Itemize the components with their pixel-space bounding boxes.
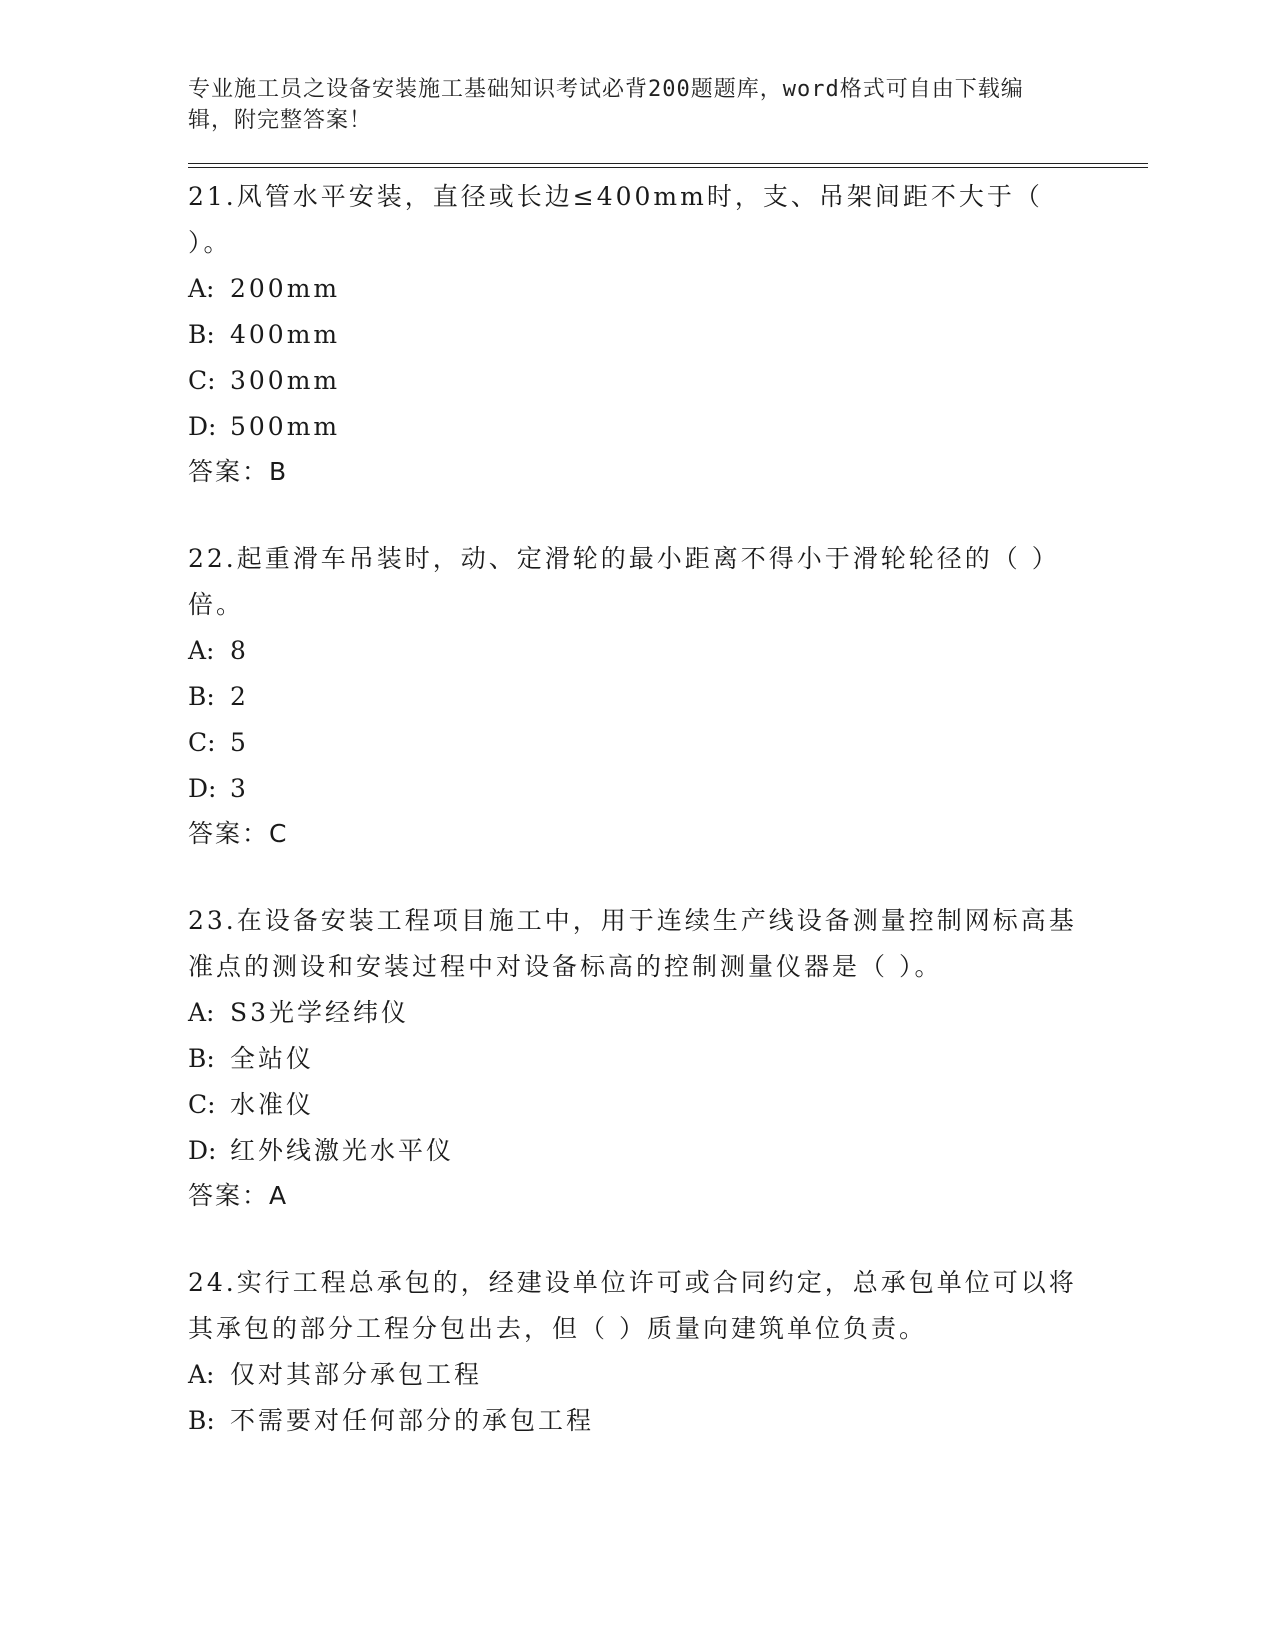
option-c xyxy=(188,1082,1148,1128)
option-text: 8 xyxy=(230,636,249,665)
option-text: S3光学经纬仪 xyxy=(230,998,410,1027)
option-a xyxy=(188,628,1148,674)
option-d xyxy=(188,404,1148,450)
option-text: 200mm xyxy=(230,274,341,303)
answer-text: 答案：B xyxy=(188,457,289,486)
question-title: 24.实行工程总承包的，经建设单位许可或合同约定，总承包单位可以将其承包的部分工程分包出去，但（ ）质量向建筑单位负责。 xyxy=(188,1268,1077,1343)
option-label: B: xyxy=(188,1406,215,1435)
option-label: B: xyxy=(188,1044,215,1073)
option-text: 5 xyxy=(230,728,249,757)
option-a xyxy=(188,1352,1148,1398)
option-text: 仅对其部分承包工程 xyxy=(230,1360,483,1389)
option-text: 2 xyxy=(230,682,249,711)
option-text: 水准仪 xyxy=(230,1090,315,1119)
option-text: 300mm xyxy=(230,366,341,395)
option-label: A: xyxy=(188,1360,215,1389)
answer-text: 答案：A xyxy=(188,1181,289,1210)
question-title: 22.起重滑车吊装时，动、定滑轮的最小距离不得小于滑轮轮径的（ ）倍。 xyxy=(188,544,1060,619)
option-b xyxy=(188,1398,1148,1444)
option-c xyxy=(188,358,1148,404)
option-label: D: xyxy=(188,412,217,441)
option-label: D: xyxy=(188,1136,217,1165)
option-text: 400mm xyxy=(230,320,341,349)
option-a xyxy=(188,990,1148,1036)
option-label: B: xyxy=(188,682,215,711)
question-23 xyxy=(188,898,1148,1218)
option-b xyxy=(188,312,1148,358)
question-title: 21.风管水平安装，直径或长边≤400mm时，支、吊架间距不大于（ ）。 xyxy=(188,182,1043,257)
option-label: A: xyxy=(188,998,215,1027)
option-d xyxy=(188,1128,1148,1174)
question-21 xyxy=(188,174,1148,494)
option-label: D: xyxy=(188,774,217,803)
option-text: 500mm xyxy=(230,412,341,441)
question-title: 23.在设备安装工程项目施工中，用于连续生产线设备测量控制网标高基准点的测设和安装过程中对设备标高的控制测量仪器是（ ）。 xyxy=(188,906,1077,981)
document-header: 专业施工员之设备安装施工基础知识考试必背200题题库，word格式可自由下载编辑，附完整答案！ xyxy=(188,77,1024,133)
option-c xyxy=(188,720,1148,766)
question-24 xyxy=(188,1260,1148,1444)
option-text: 3 xyxy=(230,774,249,803)
answer-text: 答案：C xyxy=(188,819,289,848)
option-d xyxy=(188,766,1148,812)
option-label: A: xyxy=(188,636,215,665)
option-text: 全站仪 xyxy=(230,1044,315,1073)
option-b xyxy=(188,674,1148,720)
option-label: C: xyxy=(188,1090,216,1119)
option-label: A: xyxy=(188,274,215,303)
option-text: 不需要对任何部分的承包工程 xyxy=(230,1406,595,1435)
option-b xyxy=(188,1036,1148,1082)
option-a xyxy=(188,266,1148,312)
option-label: C: xyxy=(188,366,216,395)
option-label: C: xyxy=(188,728,216,757)
question-22 xyxy=(188,536,1148,856)
document-page xyxy=(188,74,1148,1444)
option-label: B: xyxy=(188,320,215,349)
option-text: 红外线激光水平仪 xyxy=(230,1136,455,1165)
header-divider xyxy=(188,163,1148,168)
